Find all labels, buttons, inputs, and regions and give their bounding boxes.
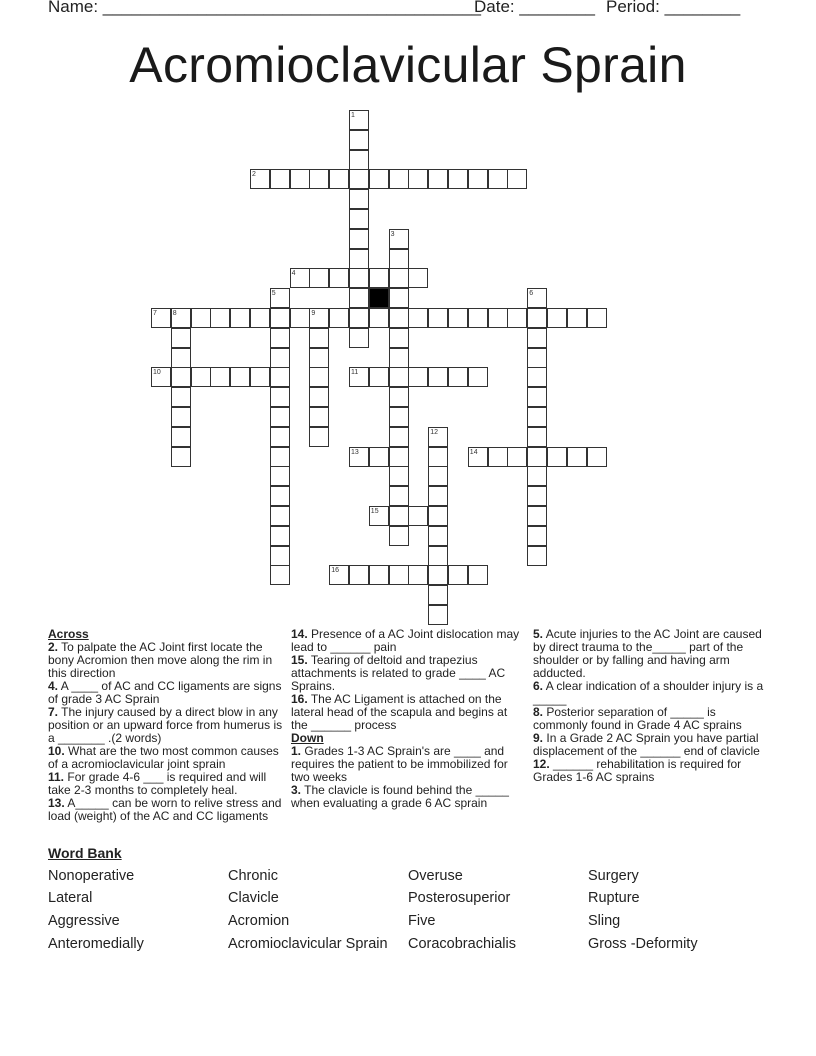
crossword-cell[interactable] (369, 367, 389, 387)
clue-number-label: 9 (311, 310, 316, 317)
crossword-cell[interactable] (389, 466, 409, 486)
clue-down-5: 5. Acute injuries to the AC Joint are caused by direct trauma to the_____ part of the shoulder or by falling and having arm adducted. (533, 627, 762, 680)
clue-number-label: 12 (430, 428, 438, 436)
crossword-cell[interactable] (488, 169, 508, 189)
crossword-cell[interactable] (250, 308, 270, 328)
crossword-cell[interactable] (527, 506, 547, 526)
clue-down-12: 12. ______ rehabilitation is required for Grades 1-6 AC sprains (533, 757, 742, 784)
crossword-cell[interactable] (587, 447, 607, 467)
crossword-cell[interactable] (389, 169, 409, 189)
clue-down-9: 9. In a Grade 2 AC Sprain you have partial displacement of the ______ end of clavicle (533, 731, 760, 758)
clue-across-13: 13. A_____ can be worn to relive stress and load (weight) of the AC and CC ligaments (48, 796, 282, 823)
clue-across-7: 7. The injury caused by a direct blow in any position or an upward force from humerus is a _______ .(2 words) (48, 705, 283, 745)
crossword-cell[interactable] (527, 407, 547, 427)
clue-number-label: 10 (153, 369, 161, 377)
crossword-cell[interactable] (369, 169, 389, 189)
crossword-cell[interactable] (547, 308, 567, 328)
crossword-cell[interactable] (488, 447, 508, 467)
crossword-cell[interactable] (309, 367, 329, 387)
crossword-cell[interactable] (428, 585, 448, 605)
clue-number-label: 7 (153, 310, 157, 317)
clue-number-label: 15 (370, 508, 379, 515)
crossword-cell[interactable] (428, 169, 448, 189)
crossword-cell[interactable] (389, 308, 409, 328)
crossword-cell[interactable] (171, 407, 191, 427)
word-bank-item: Sling (588, 913, 621, 929)
crossword-cell[interactable] (369, 447, 389, 467)
crossword-cell[interactable] (527, 308, 547, 328)
clue-number-label: 16 (331, 567, 339, 575)
crossword-cell[interactable] (468, 565, 488, 585)
word-bank-item: Chronic (228, 868, 278, 884)
crossword-cell[interactable] (270, 526, 290, 546)
clues-column-1 (48, 628, 284, 823)
clue-number-label: 3 (390, 230, 395, 238)
crossword-cell[interactable] (270, 407, 290, 427)
crossword-cell[interactable] (527, 367, 547, 387)
clue-number-label: 11 (351, 369, 359, 377)
crossword-cell[interactable] (448, 565, 468, 585)
word-bank-item: Gross -Deformity (588, 936, 698, 952)
crossword-cell[interactable] (329, 169, 349, 189)
clue-number-label: 13 (351, 448, 359, 456)
crossword-cell[interactable] (309, 169, 329, 189)
crossword-cell[interactable] (448, 169, 468, 189)
crossword-cell[interactable] (270, 328, 290, 348)
clue-down-8: 8. Posterior separation of _____ is commonly found in Grade 4 AC sprains (533, 705, 742, 732)
crossword-cell[interactable] (428, 526, 448, 546)
word-bank-item: Overuse (408, 868, 463, 884)
word-bank-item: Coracobrachialis (408, 936, 516, 952)
crossword-cell[interactable] (389, 407, 409, 427)
crossword-cell[interactable] (567, 447, 587, 467)
word-bank-item: Clavicle (228, 890, 279, 906)
crossword-cell[interactable] (527, 427, 547, 447)
crossword-cell[interactable] (191, 308, 211, 328)
crossword-cell[interactable] (171, 348, 191, 368)
crossword-cell[interactable] (468, 367, 488, 387)
crossword-cell[interactable] (309, 387, 329, 407)
crossword-cell[interactable] (408, 506, 428, 526)
crossword-cell[interactable] (191, 367, 211, 387)
crossword-cell[interactable] (270, 506, 290, 526)
crossword-cell[interactable] (527, 486, 547, 506)
clue-across-10: 10. What are the two most common causes of a acromioclavicular joint sprain (48, 744, 279, 771)
date-field-label: Date: ________ (474, 0, 595, 16)
crossword-cell[interactable] (527, 328, 547, 348)
crossword-cell[interactable] (527, 546, 547, 566)
crossword-cell[interactable] (171, 447, 191, 467)
crossword-cell[interactable] (428, 565, 448, 585)
crossword-cell[interactable] (290, 169, 310, 189)
crossword-cell[interactable] (270, 486, 290, 506)
crossword-cell[interactable] (250, 367, 270, 387)
crossword-cell[interactable] (270, 466, 290, 486)
crossword-cell[interactable] (527, 466, 547, 486)
crossword-cell[interactable] (349, 189, 369, 209)
crossword-cell[interactable] (448, 308, 468, 328)
crossword-cell[interactable] (171, 387, 191, 407)
crossword-cell[interactable] (309, 328, 329, 348)
clue-number-label: 5 (271, 290, 276, 298)
clue-number-label: 6 (529, 290, 534, 298)
clue-number-label: 14 (469, 448, 478, 456)
crossword-cell[interactable] (408, 308, 428, 328)
crossword-cell[interactable] (309, 348, 329, 368)
crossword-cell[interactable] (567, 308, 587, 328)
crossword-cell[interactable] (349, 249, 369, 269)
crossword-cell[interactable] (527, 447, 547, 467)
crossword-cell[interactable] (428, 466, 448, 486)
crossword-cell[interactable] (329, 308, 349, 328)
crossword-cell[interactable] (270, 387, 290, 407)
crossword-cell[interactable] (547, 447, 567, 467)
clues-column-3 (533, 628, 769, 784)
clue-across-15: 15. Tearing of deltoid and trapezius attachments is related to grade ____ AC Sprains. (291, 653, 506, 693)
word-bank-item: Anteromedially (48, 936, 144, 952)
crossword-cell[interactable] (389, 328, 409, 348)
crossword-cell[interactable] (290, 308, 310, 328)
clue-number-label: 8 (172, 310, 177, 317)
crossword-cell[interactable] (389, 447, 409, 467)
crossword-cell[interactable] (389, 506, 409, 526)
crossword-cell[interactable] (349, 328, 369, 348)
crossword-cell[interactable] (270, 308, 290, 328)
crossword-cell[interactable] (408, 169, 428, 189)
crossword-cell[interactable] (389, 427, 409, 447)
clue-across-2: 2. To palpate the AC Joint first locate the bony Acromion then move along the rim in this direction (48, 640, 273, 680)
crossword-cell[interactable] (309, 427, 329, 447)
crossword-cell[interactable] (507, 447, 527, 467)
word-bank-item: Acromion (228, 913, 290, 929)
crossword-cell[interactable] (171, 328, 191, 348)
clue-down-1: 1. Grades 1-3 AC Sprain's are ____ and requires the patient to be immobilized for two weeks (291, 744, 508, 784)
crossword-cell[interactable] (389, 288, 409, 308)
across-heading: Across (48, 627, 89, 641)
crossword-cell[interactable] (270, 427, 290, 447)
crossword-cell[interactable] (349, 268, 369, 288)
crossword-cell[interactable] (171, 427, 191, 447)
crossword-cell[interactable] (349, 308, 369, 328)
crossword-cell[interactable] (389, 565, 409, 585)
crossword-cell[interactable] (270, 546, 290, 566)
crossword-cell[interactable] (428, 367, 448, 387)
crossword-cell[interactable] (488, 308, 508, 328)
crossword-cell[interactable] (349, 229, 369, 249)
crossword-cell[interactable] (468, 169, 488, 189)
crossword-cell[interactable] (448, 367, 468, 387)
crossword-cell[interactable] (230, 367, 250, 387)
crossword-cell[interactable] (349, 130, 369, 150)
clue-number-label: 4 (291, 270, 296, 278)
crossword-cell[interactable] (428, 506, 448, 526)
crossword-cell[interactable] (389, 268, 409, 288)
clue-down-3: 3. The clavicle is found behind the _____ when evaluating a grade 6 AC sprain (291, 783, 509, 810)
word-bank-item: Lateral (48, 890, 93, 906)
word-bank-title: Word Bank (48, 845, 122, 861)
crossword-cell[interactable] (369, 268, 389, 288)
crossword-cell[interactable] (270, 348, 290, 368)
crossword-cell[interactable] (369, 308, 389, 328)
word-bank-item: Rupture (588, 890, 640, 906)
word-bank-item: Acromioclavicular Sprain (228, 936, 388, 952)
crossword-cell[interactable] (349, 209, 369, 229)
crossword-cell[interactable] (270, 447, 290, 467)
crossword-cell[interactable] (309, 407, 329, 427)
crossword-cell[interactable] (389, 348, 409, 368)
word-bank-item: Five (408, 913, 436, 929)
clue-across-16: 16. The AC Ligament is attached on the lateral head of the scapula and begins at the ______ process (291, 692, 508, 732)
crossword-cell[interactable] (428, 308, 448, 328)
page-title: Acromioclavicular Sprain (129, 37, 687, 93)
crossword-cell[interactable] (408, 367, 428, 387)
crossword-cell[interactable] (507, 169, 527, 189)
crossword-cell[interactable] (428, 546, 448, 566)
crossword-cell[interactable] (507, 308, 527, 328)
crossword-cell[interactable] (468, 308, 488, 328)
crossword-cell[interactable] (369, 565, 389, 585)
crossword-cell[interactable] (389, 526, 409, 546)
word-bank-item: Surgery (588, 868, 639, 884)
crossword-cell[interactable] (527, 526, 547, 546)
clue-number-label: 2 (252, 171, 256, 179)
clue-number-label: 1 (351, 112, 355, 119)
crossword-cell[interactable] (270, 565, 290, 585)
word-bank-item: Aggressive (48, 913, 120, 929)
word-bank-item: Posterosuperior (408, 890, 511, 906)
crossword-cell[interactable] (428, 486, 448, 506)
crossword-cell[interactable] (428, 447, 448, 467)
crossword-cell[interactable] (389, 387, 409, 407)
down-heading: Down (291, 731, 324, 745)
crossword-cell[interactable] (389, 486, 409, 506)
crossword-cell[interactable] (210, 367, 230, 387)
period-field-label: Period: ________ (606, 0, 741, 16)
crossword-cell[interactable] (408, 565, 428, 585)
crossword-cell[interactable] (587, 308, 607, 328)
name-field-label: Name: ________________________________________ (48, 0, 481, 16)
crossword-cell[interactable] (349, 288, 369, 308)
crossword-cell[interactable] (408, 268, 428, 288)
crossword-cell[interactable] (389, 249, 409, 269)
crossword-cell[interactable] (349, 565, 369, 585)
crossword-cell[interactable] (230, 308, 250, 328)
crossword-cell[interactable] (210, 308, 230, 328)
clue-down-6: 6. A clear indication of a shoulder injury is a _____ (533, 679, 764, 706)
crossword-cell[interactable] (389, 367, 409, 387)
clue-across-11: 11. For grade 4-6 ___ is required and will take 2-3 months to completely heal. (48, 770, 267, 797)
word-bank-item: Nonoperative (48, 868, 135, 884)
crossword-cell[interactable] (171, 367, 191, 387)
crossword-cell[interactable] (349, 169, 369, 189)
crossword-black-cell (369, 288, 389, 308)
crossword-cell[interactable] (270, 169, 290, 189)
crossword-cell[interactable] (349, 150, 369, 170)
crossword-cell[interactable] (527, 348, 547, 368)
crossword-cell[interactable] (329, 268, 349, 288)
crossword-cell[interactable] (270, 367, 290, 387)
clue-across-4: 4. A ____ of AC and CC ligaments are signs of grade 3 AC Sprain (48, 679, 282, 706)
crossword-cell[interactable] (428, 605, 448, 625)
crossword-cell[interactable] (527, 387, 547, 407)
clues-column-2 (291, 628, 527, 810)
clue-across-14: 14. Presence of a AC Joint dislocation may lead to ______ pain (291, 627, 520, 654)
crossword-cell[interactable] (309, 268, 329, 288)
